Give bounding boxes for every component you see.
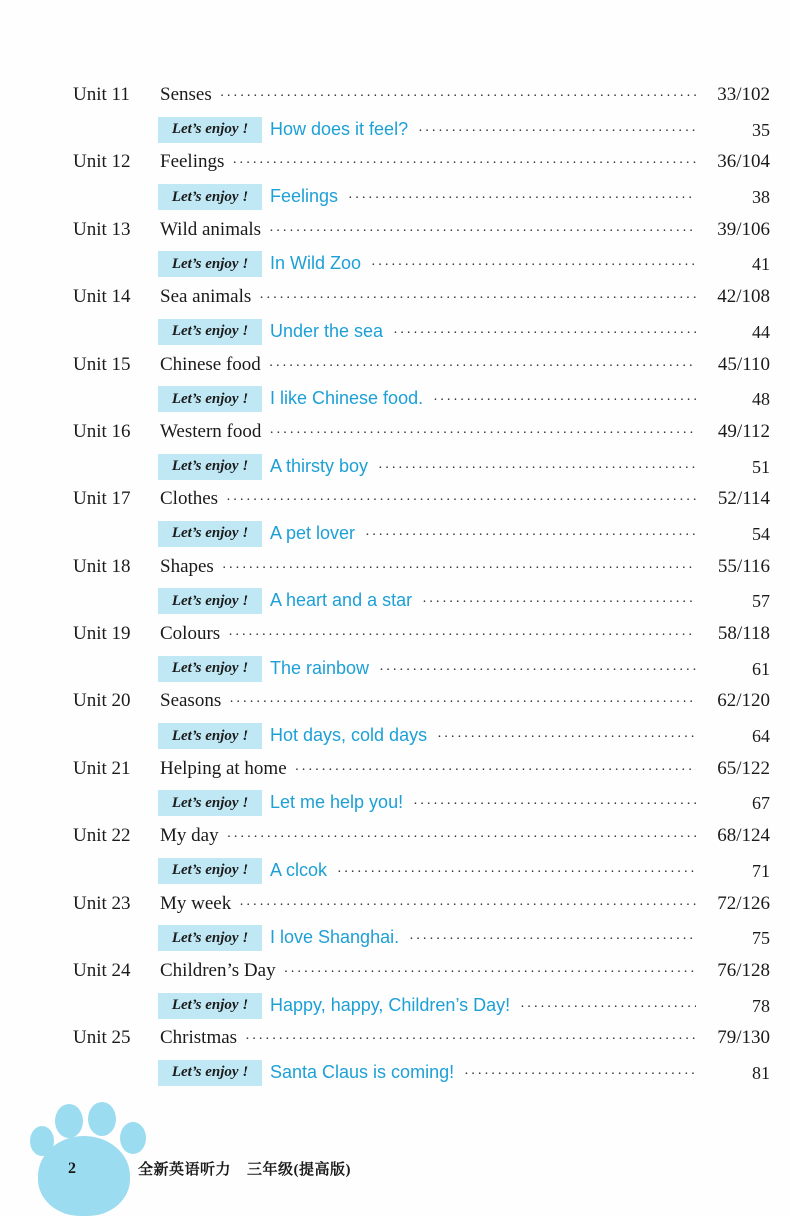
leader-dots [227, 830, 696, 846]
leader-dots [337, 865, 696, 881]
toc-enjoy-row [0, 450, 790, 484]
toc-unit-row [0, 416, 790, 450]
toc-enjoy-row [0, 382, 790, 416]
enjoy-title: The rainbow [270, 657, 370, 678]
leader-dots [433, 393, 696, 409]
unit-number: Unit 23 [73, 892, 131, 914]
unit-number: Unit 17 [73, 488, 131, 510]
enjoy-title-line [270, 253, 696, 274]
toc-enjoy-row [0, 315, 790, 349]
lets-enjoy-badge: Let’s enjoy ! [158, 184, 262, 210]
unit-title: Shapes [160, 555, 214, 577]
leader-dots [269, 359, 696, 375]
enjoy-page-ref: 41 [752, 254, 770, 275]
toc-enjoy-row [0, 584, 790, 618]
toc-enjoy-row [0, 180, 790, 214]
lets-enjoy-badge: Let’s enjoy ! [158, 319, 262, 345]
enjoy-title: A thirsty boy [270, 455, 369, 476]
toc-enjoy-row [0, 854, 790, 888]
enjoy-title-line [270, 388, 696, 409]
unit-title: My day [160, 825, 219, 847]
unit-title: Feelings [160, 151, 225, 173]
lets-enjoy-badge: Let’s enjoy ! [158, 1060, 262, 1086]
unit-number: Unit 13 [73, 218, 131, 240]
toc-enjoy-row [0, 989, 790, 1023]
unit-page-ref: 33/102 [717, 84, 770, 105]
unit-title-line [160, 421, 696, 443]
lets-enjoy-badge: Let’s enjoy ! [158, 251, 262, 277]
leader-dots [371, 258, 696, 274]
enjoy-title: How does it feel? [270, 118, 409, 139]
enjoy-title-line [270, 456, 696, 477]
enjoy-title: In Wild Zoo [270, 253, 362, 274]
paw-pad-shape [38, 1136, 130, 1216]
unit-page-ref: 62/120 [717, 690, 770, 712]
toc-enjoy-row [0, 652, 790, 686]
leader-dots [393, 326, 696, 342]
enjoy-title: A pet lover [270, 522, 356, 543]
unit-title: Wild animals [160, 218, 262, 240]
enjoy-title: A heart and a star [270, 590, 413, 611]
enjoy-title-line [270, 658, 696, 679]
unit-number: Unit 19 [73, 623, 131, 644]
lets-enjoy-badge: Let’s enjoy ! [158, 521, 262, 547]
leader-dots [229, 695, 696, 711]
page-number: 2 [68, 1160, 76, 1177]
enjoy-title-line [270, 590, 696, 611]
lets-enjoy-badge: Let’s enjoy ! [158, 993, 262, 1019]
book-title-text: 全新英语听力 [138, 1162, 232, 1178]
unit-title-line [160, 219, 696, 241]
enjoy-page-ref: 71 [752, 860, 770, 881]
toc-enjoy-row [0, 719, 790, 753]
leader-dots [239, 898, 696, 914]
leader-dots [409, 932, 696, 948]
enjoy-page-ref: 44 [752, 321, 770, 342]
leader-dots [348, 191, 696, 207]
lets-enjoy-badge: Let’s enjoy ! [158, 925, 262, 951]
unit-title-line [160, 151, 696, 173]
toc-enjoy-row [0, 786, 790, 820]
leader-dots [378, 461, 696, 477]
unit-number: Unit 22 [73, 825, 131, 847]
unit-title: Chinese food [160, 353, 261, 375]
enjoy-title-line [270, 860, 696, 881]
enjoy-title: A clcok [270, 859, 328, 880]
unit-number: Unit 15 [73, 353, 131, 375]
unit-title-line [160, 893, 696, 915]
unit-page-ref: 36/104 [717, 151, 770, 173]
table-of-contents [0, 79, 790, 1090]
enjoy-page-ref: 67 [752, 793, 770, 814]
unit-title: Senses [160, 84, 212, 105]
toc-enjoy-row [0, 921, 790, 955]
unit-title: Helping at home [160, 757, 287, 779]
enjoy-page-ref: 38 [752, 187, 770, 208]
enjoy-page-ref: 81 [752, 1062, 770, 1083]
unit-title-line [160, 556, 696, 578]
unit-page-ref: 58/118 [717, 623, 770, 644]
leader-dots [520, 1000, 696, 1016]
unit-number: Unit 24 [73, 959, 131, 981]
enjoy-title: Hot days, cold days [270, 725, 428, 746]
paw-toe-shape [88, 1102, 116, 1136]
enjoy-title: Santa Claus is coming! [270, 1061, 455, 1082]
leader-dots [269, 224, 696, 240]
enjoy-title: Feelings [270, 186, 339, 207]
unit-number: Unit 16 [73, 420, 131, 442]
page-footer [0, 1100, 790, 1208]
enjoy-title-line [270, 523, 696, 544]
unit-title-line [160, 488, 696, 510]
unit-page-ref: 72/126 [717, 892, 770, 914]
leader-dots [220, 89, 696, 105]
lets-enjoy-badge: Let’s enjoy ! [158, 117, 262, 143]
toc-enjoy-row [0, 517, 790, 551]
toc-unit-row [0, 79, 790, 113]
enjoy-title: Let me help you! [270, 792, 404, 813]
lets-enjoy-badge: Let’s enjoy ! [158, 454, 262, 480]
enjoy-title-line [270, 186, 696, 207]
enjoy-title-line [270, 792, 696, 813]
toc-unit-row [0, 820, 790, 854]
unit-title-line [160, 1027, 696, 1049]
enjoy-page-ref: 48 [752, 389, 770, 410]
enjoy-title: I like Chinese food. [270, 388, 424, 409]
leader-dots [226, 493, 696, 509]
unit-title-line [160, 84, 696, 106]
unit-title-line [160, 960, 696, 982]
toc-unit-row [0, 753, 790, 787]
leader-dots [422, 595, 696, 611]
enjoy-title-line [270, 321, 696, 342]
paw-toe-shape [120, 1122, 146, 1154]
leader-dots [269, 426, 696, 442]
enjoy-page-ref: 61 [752, 658, 770, 679]
book-title [138, 1158, 351, 1179]
lets-enjoy-badge: Let’s enjoy ! [158, 858, 262, 884]
leader-dots [418, 124, 696, 140]
unit-number: Unit 18 [73, 555, 131, 577]
leader-dots [245, 1032, 696, 1048]
enjoy-page-ref: 75 [752, 928, 770, 949]
leader-dots [284, 965, 696, 981]
enjoy-title-line [270, 725, 696, 746]
toc-unit-row [0, 551, 790, 585]
enjoy-title-line [270, 1062, 696, 1083]
leader-dots [259, 291, 696, 307]
toc-unit-row [0, 888, 790, 922]
enjoy-title: I love Shanghai. [270, 927, 400, 948]
leader-dots [365, 528, 696, 544]
toc-unit-row [0, 685, 790, 719]
enjoy-page-ref: 51 [752, 456, 770, 477]
lets-enjoy-badge: Let’s enjoy ! [158, 588, 262, 614]
toc-enjoy-row [0, 113, 790, 147]
lets-enjoy-badge: Let’s enjoy ! [158, 790, 262, 816]
leader-dots [379, 663, 696, 679]
toc-enjoy-row [0, 1056, 790, 1090]
unit-title-line [160, 825, 696, 847]
lets-enjoy-badge: Let’s enjoy ! [158, 386, 262, 412]
unit-page-ref: 42/108 [717, 286, 770, 308]
unit-title: Western food [160, 420, 262, 442]
unit-title-line [160, 286, 696, 308]
unit-page-ref: 65/122 [717, 757, 770, 779]
toc-unit-row [0, 955, 790, 989]
toc-unit-row [0, 1022, 790, 1056]
unit-title: Clothes [160, 488, 219, 510]
paw-toe-shape [55, 1104, 83, 1138]
toc-unit-row [0, 146, 790, 180]
toc-enjoy-row [0, 247, 790, 281]
unit-page-ref: 68/124 [717, 825, 770, 847]
unit-title: Colours [160, 623, 221, 644]
unit-title-line [160, 623, 696, 645]
unit-title: Seasons [160, 690, 222, 712]
enjoy-title: Happy, happy, Children’s Day! [270, 994, 511, 1015]
unit-title: Sea animals [160, 286, 252, 308]
enjoy-page-ref: 57 [752, 591, 770, 612]
unit-title-line [160, 690, 696, 712]
unit-title: Christmas [160, 1027, 238, 1049]
toc-unit-row [0, 281, 790, 315]
unit-title: My week [160, 892, 232, 914]
unit-title-line [160, 758, 696, 780]
enjoy-page-ref: 64 [752, 726, 770, 747]
unit-title-line [160, 354, 696, 376]
unit-number: Unit 25 [73, 1027, 131, 1049]
unit-page-ref: 39/106 [717, 218, 770, 240]
leader-dots [437, 730, 696, 746]
leader-dots [232, 156, 696, 172]
lets-enjoy-badge: Let’s enjoy ! [158, 723, 262, 749]
lets-enjoy-badge: Let’s enjoy ! [158, 656, 262, 682]
toc-unit-row [0, 349, 790, 383]
unit-page-ref: 52/114 [717, 488, 770, 510]
enjoy-page-ref: 78 [752, 995, 770, 1016]
leader-dots [464, 1067, 696, 1083]
toc-unit-row [0, 214, 790, 248]
unit-page-ref: 79/130 [717, 1027, 770, 1049]
toc-unit-row [0, 483, 790, 517]
unit-number: Unit 14 [73, 286, 131, 308]
enjoy-title-line [270, 119, 696, 140]
unit-number: Unit 21 [73, 757, 131, 779]
leader-dots [228, 628, 696, 644]
book-grade: 三年级(提高版) [247, 1162, 352, 1178]
toc-unit-row [0, 618, 790, 652]
enjoy-page-ref: 54 [752, 523, 770, 544]
leader-dots [222, 561, 696, 577]
unit-page-ref: 49/112 [717, 420, 770, 442]
unit-title: Children’s Day [160, 959, 276, 981]
enjoy-page-ref: 35 [752, 119, 770, 140]
unit-number: Unit 20 [73, 690, 131, 712]
unit-page-ref: 45/110 [717, 353, 770, 375]
unit-page-ref: 55/116 [717, 555, 770, 577]
enjoy-title: Under the sea [270, 320, 384, 341]
unit-number: Unit 11 [73, 84, 130, 105]
unit-page-ref: 76/128 [717, 959, 770, 981]
unit-number: Unit 12 [73, 151, 131, 173]
leader-dots [413, 797, 696, 813]
enjoy-title-line [270, 995, 696, 1016]
enjoy-title-line [270, 927, 696, 948]
leader-dots [295, 763, 696, 779]
